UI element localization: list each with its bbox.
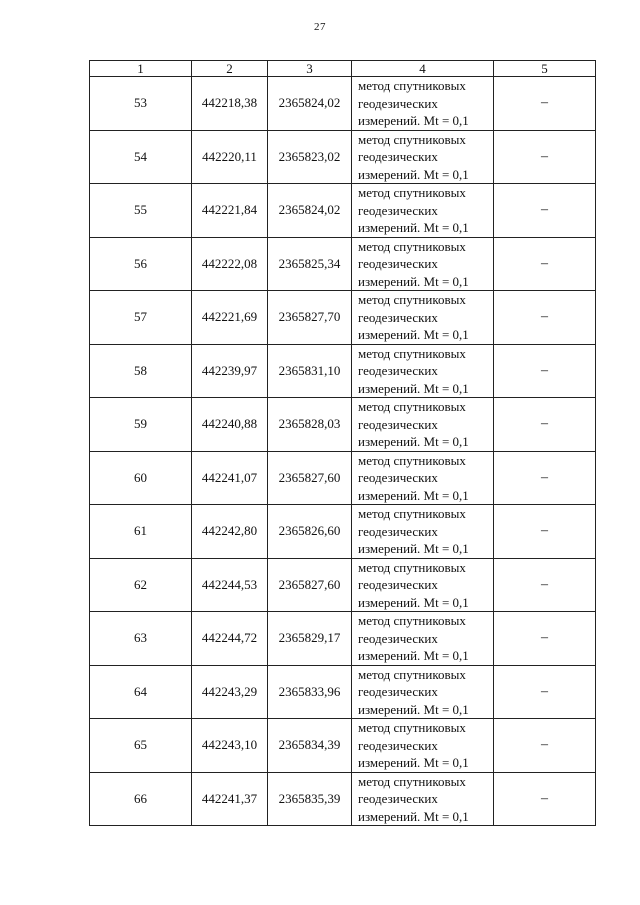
method-line: измерений. Mt = 0,1 bbox=[358, 648, 469, 663]
x-coordinate-cell: 442242,80 bbox=[192, 505, 268, 559]
table-row bbox=[90, 665, 596, 719]
point-number-cell: 58 bbox=[90, 344, 192, 398]
method-cell bbox=[352, 344, 494, 398]
y-coordinate-cell: 2365829,17 bbox=[268, 612, 352, 666]
note-cell: – bbox=[494, 184, 596, 238]
y-coordinate-cell: 2365831,10 bbox=[268, 344, 352, 398]
table-header-row bbox=[90, 61, 596, 77]
point-number-cell: 65 bbox=[90, 719, 192, 773]
method-line: измерений. Mt = 0,1 bbox=[358, 487, 469, 503]
y-coordinate-cell: 2365824,02 bbox=[268, 184, 352, 238]
header-cell-2: 2 bbox=[192, 61, 268, 77]
point-number-cell: 64 bbox=[90, 665, 192, 719]
point-number-cell: 63 bbox=[90, 612, 192, 666]
x-coordinate-cell: 442221,84 bbox=[192, 184, 268, 238]
method-cell bbox=[352, 451, 494, 505]
y-coordinate-cell: 2365827,60 bbox=[268, 558, 352, 612]
note-cell: – bbox=[494, 505, 596, 559]
x-coordinate-cell: 442243,10 bbox=[192, 719, 268, 773]
note-cell: – bbox=[494, 344, 596, 398]
table-row bbox=[90, 77, 596, 131]
y-coordinate-cell: 2365827,60 bbox=[268, 451, 352, 505]
table-row bbox=[90, 344, 596, 398]
x-coordinate-cell: 442239,97 bbox=[192, 344, 268, 398]
table-row bbox=[90, 451, 596, 505]
note-cell: – bbox=[494, 398, 596, 452]
method-line: метод спутниковых bbox=[358, 185, 466, 200]
note-cell: – bbox=[494, 451, 596, 505]
y-coordinate-cell: 2365835,39 bbox=[268, 772, 352, 826]
method-line: метод спутниковых bbox=[358, 506, 466, 521]
method-line: геодезических bbox=[358, 791, 438, 806]
note-cell: – bbox=[494, 558, 596, 612]
method-cell bbox=[352, 612, 494, 666]
method-line: метод спутниковых bbox=[358, 613, 466, 628]
method-line: геодезических bbox=[358, 95, 438, 111]
method-line: измерений. Mt = 0,1 bbox=[358, 434, 469, 449]
point-number-cell: 57 bbox=[90, 291, 192, 345]
method-line: метод спутниковых bbox=[358, 559, 466, 575]
method-line: измерений. Mt = 0,1 bbox=[358, 701, 469, 717]
note-cell: – bbox=[494, 77, 596, 131]
table-body bbox=[90, 77, 596, 826]
method-line: измерений. Mt = 0,1 bbox=[358, 808, 469, 824]
method-line: геодезических bbox=[358, 577, 438, 592]
method-line: измерений. Mt = 0,1 bbox=[358, 327, 469, 342]
method-cell bbox=[352, 719, 494, 773]
method-line: метод спутниковых bbox=[358, 238, 466, 254]
y-coordinate-cell: 2365824,02 bbox=[268, 77, 352, 131]
point-number-cell: 62 bbox=[90, 558, 192, 612]
y-coordinate-cell: 2365827,70 bbox=[268, 291, 352, 345]
note-cell: – bbox=[494, 719, 596, 773]
point-number-cell: 54 bbox=[90, 130, 192, 184]
method-cell bbox=[352, 291, 494, 345]
x-coordinate-cell: 442241,37 bbox=[192, 772, 268, 826]
note-cell: – bbox=[494, 237, 596, 291]
x-coordinate-cell: 442241,07 bbox=[192, 451, 268, 505]
point-number-cell: 66 bbox=[90, 772, 192, 826]
method-line: геодезических bbox=[358, 149, 438, 164]
method-cell bbox=[352, 665, 494, 719]
point-number-cell: 56 bbox=[90, 237, 192, 291]
header-cell-5: 5 bbox=[494, 61, 596, 77]
table-row bbox=[90, 398, 596, 452]
table-row bbox=[90, 130, 596, 184]
method-cell bbox=[352, 184, 494, 238]
header-cell-3: 3 bbox=[268, 61, 352, 77]
method-line: метод спутниковых bbox=[358, 666, 466, 682]
method-cell bbox=[352, 237, 494, 291]
coordinates-table bbox=[89, 60, 596, 826]
method-line: метод спутниковых bbox=[358, 345, 466, 361]
method-line: измерений. Mt = 0,1 bbox=[358, 113, 469, 128]
point-number-cell: 53 bbox=[90, 77, 192, 131]
method-cell bbox=[352, 558, 494, 612]
method-line: метод спутниковых bbox=[358, 452, 466, 468]
y-coordinate-cell: 2365826,60 bbox=[268, 505, 352, 559]
method-line: метод спутниковых bbox=[358, 399, 466, 414]
note-cell: – bbox=[494, 772, 596, 826]
note-cell: – bbox=[494, 665, 596, 719]
x-coordinate-cell: 442220,11 bbox=[192, 130, 268, 184]
page-number: 27 bbox=[314, 21, 326, 33]
x-coordinate-cell: 442243,29 bbox=[192, 665, 268, 719]
table-row bbox=[90, 291, 596, 345]
x-coordinate-cell: 442244,72 bbox=[192, 612, 268, 666]
method-line: измерений. Mt = 0,1 bbox=[358, 273, 469, 289]
method-cell bbox=[352, 130, 494, 184]
method-line: измерений. Mt = 0,1 bbox=[358, 380, 469, 396]
x-coordinate-cell: 442221,69 bbox=[192, 291, 268, 345]
y-coordinate-cell: 2365833,96 bbox=[268, 665, 352, 719]
table-row bbox=[90, 237, 596, 291]
method-line: геодезических bbox=[358, 470, 438, 485]
point-number-cell: 55 bbox=[90, 184, 192, 238]
table-row bbox=[90, 184, 596, 238]
method-line: геодезических bbox=[358, 416, 438, 432]
method-line: метод спутниковых bbox=[358, 131, 466, 147]
x-coordinate-cell: 442218,38 bbox=[192, 77, 268, 131]
method-cell bbox=[352, 77, 494, 131]
method-cell bbox=[352, 505, 494, 559]
y-coordinate-cell: 2365828,03 bbox=[268, 398, 352, 452]
method-line: метод спутниковых bbox=[358, 78, 466, 93]
method-line: геодезических bbox=[358, 256, 438, 271]
method-line: измерений. Mt = 0,1 bbox=[358, 594, 469, 610]
method-line: измерений. Mt = 0,1 bbox=[358, 220, 469, 235]
method-line: геодезических bbox=[358, 737, 438, 753]
y-coordinate-cell: 2365834,39 bbox=[268, 719, 352, 773]
method-line: измерений. Mt = 0,1 bbox=[358, 755, 469, 770]
method-line: измерений. Mt = 0,1 bbox=[358, 541, 469, 556]
x-coordinate-cell: 442222,08 bbox=[192, 237, 268, 291]
point-number-cell: 60 bbox=[90, 451, 192, 505]
point-number-cell: 61 bbox=[90, 505, 192, 559]
method-line: метод спутниковых bbox=[358, 773, 466, 789]
method-line: геодезических bbox=[358, 363, 438, 378]
x-coordinate-cell: 442244,53 bbox=[192, 558, 268, 612]
method-cell bbox=[352, 772, 494, 826]
method-line: геодезических bbox=[358, 523, 438, 539]
method-line: геодезических bbox=[358, 684, 438, 699]
note-cell: – bbox=[494, 612, 596, 666]
note-cell: – bbox=[494, 130, 596, 184]
table-row bbox=[90, 772, 596, 826]
table-row bbox=[90, 612, 596, 666]
point-number-cell: 59 bbox=[90, 398, 192, 452]
method-cell bbox=[352, 398, 494, 452]
note-cell: – bbox=[494, 291, 596, 345]
method-line: измерений. Mt = 0,1 bbox=[358, 166, 469, 182]
method-line: метод спутниковых bbox=[358, 720, 466, 735]
method-line: геодезических bbox=[358, 630, 438, 646]
y-coordinate-cell: 2365825,34 bbox=[268, 237, 352, 291]
header-cell-1: 1 bbox=[90, 61, 192, 77]
table-row bbox=[90, 558, 596, 612]
table-row bbox=[90, 719, 596, 773]
table-row bbox=[90, 505, 596, 559]
method-line: геодезических bbox=[358, 202, 438, 218]
x-coordinate-cell: 442240,88 bbox=[192, 398, 268, 452]
method-line: геодезических bbox=[358, 309, 438, 325]
header-cell-4: 4 bbox=[352, 61, 494, 77]
y-coordinate-cell: 2365823,02 bbox=[268, 130, 352, 184]
method-line: метод спутниковых bbox=[358, 292, 466, 307]
